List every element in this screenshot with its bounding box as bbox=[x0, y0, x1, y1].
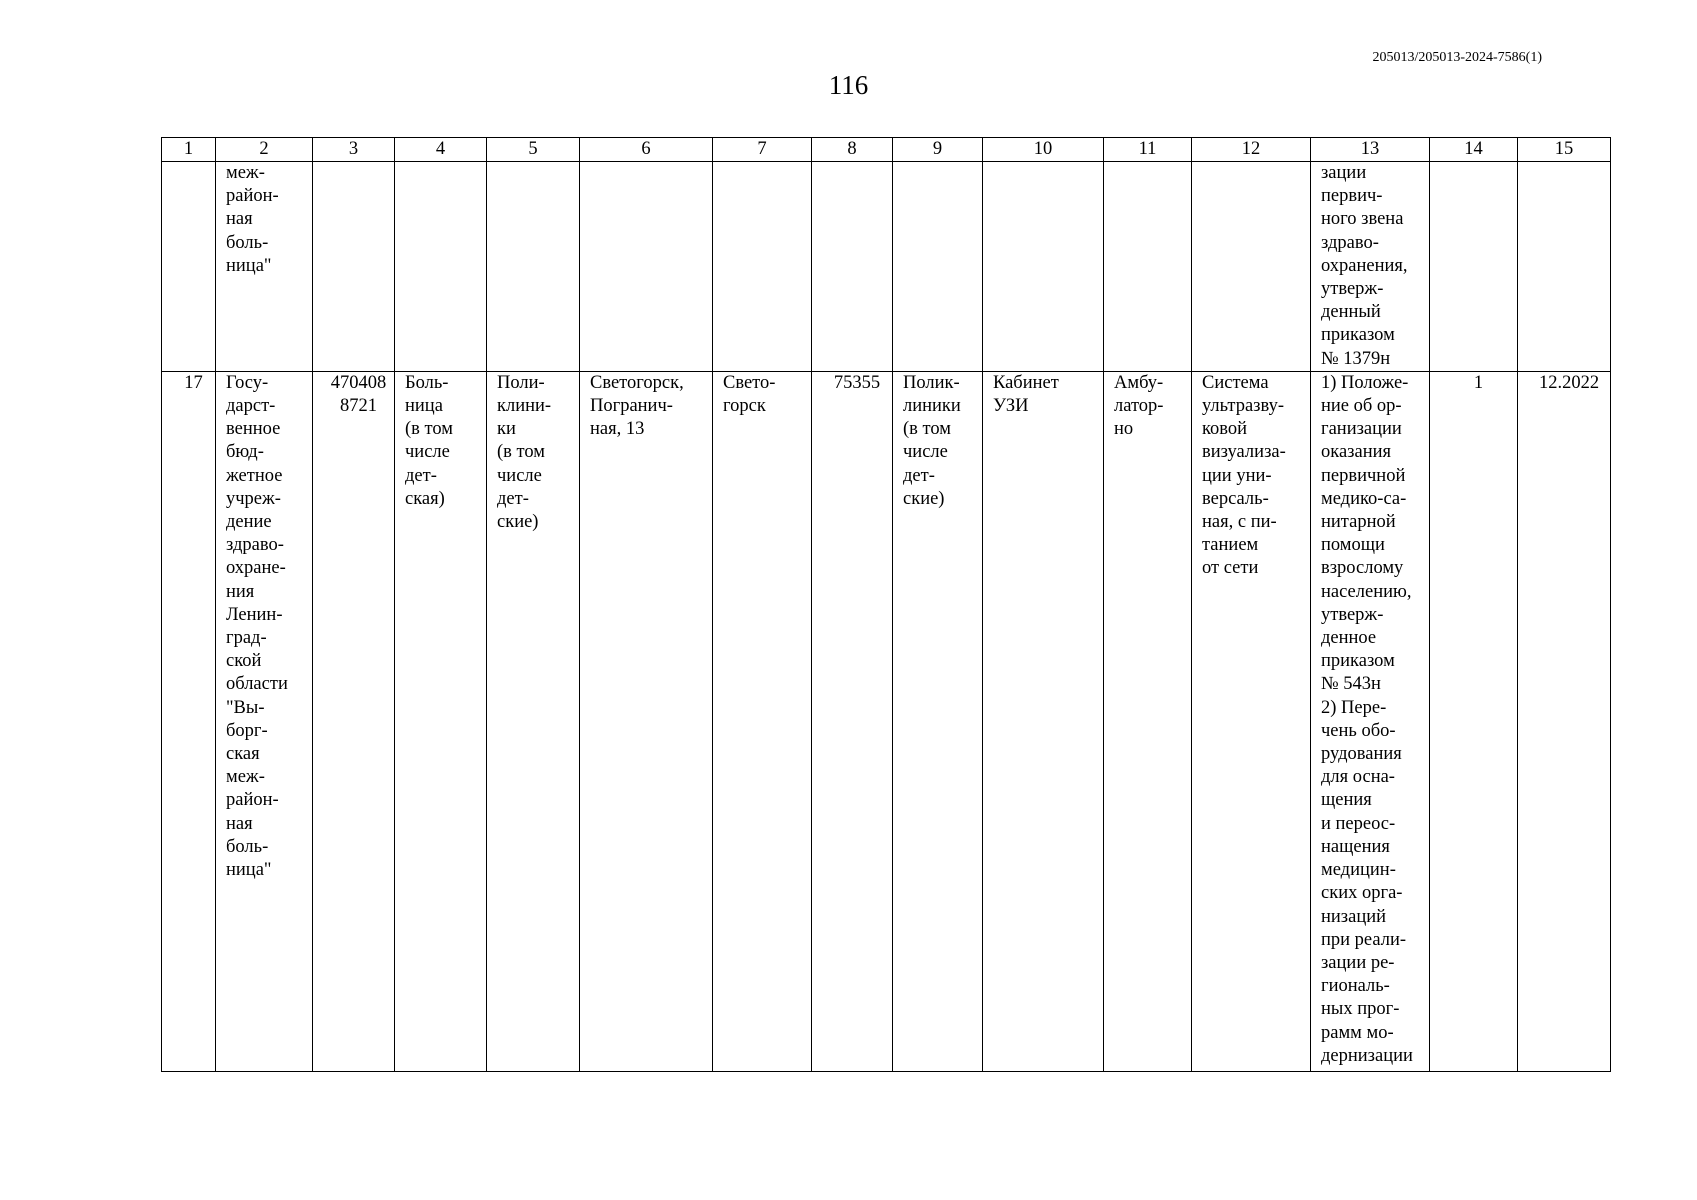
code-cell: 75355 bbox=[812, 371, 893, 1071]
column-header: 7 bbox=[713, 138, 812, 162]
column-header: 9 bbox=[893, 138, 983, 162]
address-cell: Светогорск, Погранич- ная, 13 bbox=[580, 371, 713, 1071]
column-header: 11 bbox=[1104, 138, 1192, 162]
column-header: 5 bbox=[487, 138, 580, 162]
table-cell bbox=[580, 162, 713, 372]
institution-name-cell: Госу- дарст- венное бюд- жетное учреж- дение здраво- охране- ния Ленин- град- ской области "Вы- борг- ская меж- район- ная боль- ница" bbox=[216, 371, 313, 1071]
division-cell: Полик- линики (в том числе дет- ские) bbox=[893, 371, 983, 1071]
column-header: 14 bbox=[1430, 138, 1518, 162]
inn-cell: 470408 8721 bbox=[313, 371, 395, 1071]
date-cell: 12.2022 bbox=[1518, 371, 1611, 1071]
institution-name-cell: меж- район- ная боль- ница" bbox=[216, 162, 313, 372]
table-cell bbox=[893, 162, 983, 372]
table-cell bbox=[1430, 162, 1518, 372]
care-form-cell: Амбу- латор- но bbox=[1104, 371, 1192, 1071]
table-row-17 bbox=[162, 371, 1611, 1071]
column-header: 6 bbox=[580, 138, 713, 162]
column-header: 2 bbox=[216, 138, 313, 162]
regulation-cell: зации первич- ного звена здраво- охранения, утверж- денный приказом № 1379н bbox=[1311, 162, 1430, 372]
table-cell bbox=[1518, 162, 1611, 372]
quantity-cell: 1 bbox=[1430, 371, 1518, 1071]
column-header: 8 bbox=[812, 138, 893, 162]
row-number-cell: 17 bbox=[162, 371, 216, 1071]
column-header: 10 bbox=[983, 138, 1104, 162]
column-header: 13 bbox=[1311, 138, 1430, 162]
column-header: 15 bbox=[1518, 138, 1611, 162]
page-number: 116 bbox=[828, 70, 869, 100]
table-cell bbox=[487, 162, 580, 372]
table-cell bbox=[713, 162, 812, 372]
table-cell bbox=[1104, 162, 1192, 372]
facility-type-cell: Боль- ница (в том числе дет- ская) bbox=[395, 371, 487, 1071]
column-header: 3 bbox=[313, 138, 395, 162]
equipment-cell: Система ультразву- ковой визуализа- ции уни- версаль- ная, с пи- танием от сети bbox=[1192, 371, 1311, 1071]
table-cell bbox=[395, 162, 487, 372]
table-cell bbox=[313, 162, 395, 372]
locality-cell: Свето- горск bbox=[713, 371, 812, 1071]
division-type-cell: Поли- клини- ки (в том числе дет- ские) bbox=[487, 371, 580, 1071]
document-id: 205013/205013-2024-7586(1) bbox=[1372, 50, 1542, 65]
table-cell bbox=[162, 162, 216, 372]
table-cell bbox=[812, 162, 893, 372]
room-cell: Кабинет УЗИ bbox=[983, 371, 1104, 1071]
column-header: 12 bbox=[1192, 138, 1311, 162]
regulation-cell: 1) Положе- ние об ор- ганизации оказания первичной медико-са- нитарной помощи взрослому населению, утверж- денное приказом № 543н 2) Пере- чень обо- рудования для осна- щения и переос- нащения медицин- ских орга- низаций при реали- зации ре- гиональ- ных прог- рамм мо- дернизации bbox=[1311, 371, 1430, 1071]
column-number-row bbox=[162, 138, 1611, 162]
column-header: 1 bbox=[162, 138, 216, 162]
table-row-continued bbox=[162, 162, 1611, 372]
column-header: 4 bbox=[395, 138, 487, 162]
table-cell bbox=[983, 162, 1104, 372]
table-cell bbox=[1192, 162, 1311, 372]
registry-table bbox=[161, 137, 1611, 1072]
